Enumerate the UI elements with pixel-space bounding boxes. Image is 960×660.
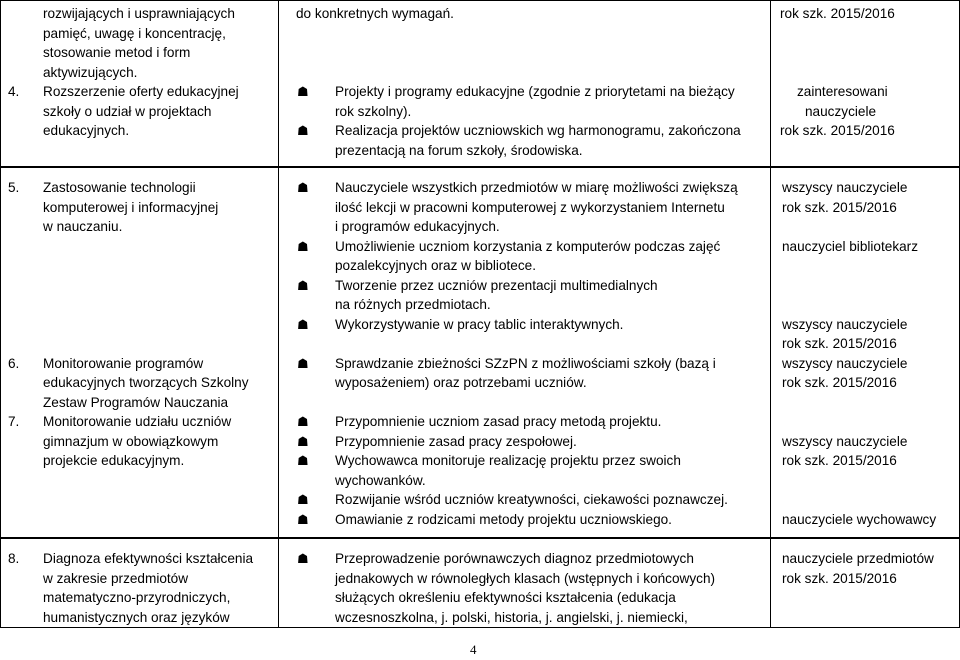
action-line: ilość lekcji w pracowni komputerowej z wykorzystaniem Internetu [335,199,725,215]
action-line: Omawianie z rodzicami metody projektu uczniowskiego. [335,511,672,527]
row-number: 7. [8,414,20,429]
row-number: 8. [8,551,20,566]
row-number: 4. [8,84,20,99]
row-border-top [0,0,960,1]
action-line: służących określeniu efektywności kształcenia (edukacja [335,590,676,605]
action-line: Realizacja projektów uczniowskich wg harmonogramu, zakończona [335,123,741,138]
responsible-line: nauczyciele [805,103,877,119]
responsible-line: rok szk. 2015/2016 [780,6,895,21]
action-line: jednakowych w równoległych klasach (wstępnych i końcowych) [335,570,716,586]
task-line: komputerowej i informacyjnej [43,199,219,215]
bullet-icon: ☗ [297,238,309,254]
responsible-line: rok szk. 2015/2016 [780,123,895,138]
task-line: edukacyjnych. [43,123,130,138]
responsible-line: nauczyciel bibliotekarz [782,238,919,254]
action-line: Tworzenie przez uczniów prezentacji multimedialnych [335,277,658,293]
action-line: Projekty i programy edukacyjne (zgodnie z priorytetami na bieżący [335,84,735,99]
bullet-icon: ☗ [297,511,309,527]
responsible-line: rok szk. 2015/2016 [782,375,897,390]
row-number: 6. [8,355,20,371]
task-line: Zestaw Programów Nauczania [43,394,229,410]
task-line: pamięć, uwagę i koncentrację, [43,25,226,41]
action-line: i programów edukacyjnych. [335,219,500,234]
responsible-line: rok szk. 2015/2016 [782,570,897,586]
responsible-line: wszyscy nauczyciele [782,433,908,449]
task-line: projekcie edukacyjnym. [43,453,185,468]
task-line: gimnazjum w obowiązkowym [43,433,219,449]
action-line: prezentacją na forum szkoły, środowiska. [335,142,583,158]
responsible-line: rok szk. 2015/2016 [782,199,897,215]
bullet-icon: ☗ [297,123,309,138]
action-line: do konkretnych wymagań. [296,6,454,21]
action-line: Przypomnienie zasad pracy zespołowej. [335,433,577,449]
bullet-icon: ☗ [297,453,309,468]
responsible-line: wszyscy nauczyciele [782,316,908,332]
action-line: Wychowawca monitoruje realizację projektu przez swoich [335,453,681,468]
task-line: w nauczaniu. [43,219,123,234]
task-line: Monitorowanie udziału uczniów [43,414,232,429]
action-line: rok szkolny). [335,103,412,119]
task-line: w zakresie przedmiotów [43,570,189,586]
bullet-icon: ☗ [297,433,309,449]
task-line: Monitorowanie programów [43,355,204,371]
page-number: 4 [470,642,477,657]
task-line: Rozszerzenie oferty edukacyjnej [43,84,239,99]
responsible-line: wszyscy nauczyciele [782,180,908,195]
row-number: 5. [8,180,20,195]
action-line: Umożliwienie uczniom korzystania z komputerów podczas zajęć [335,238,721,254]
task-line: edukacyjnych tworzących Szkolny [43,375,249,390]
responsible-line: rok szk. 2015/2016 [782,453,897,468]
task-line: humanistycznych oraz języków [43,609,230,625]
bullet-icon: ☗ [297,180,309,195]
row-border-bottom [0,627,960,628]
col-border-left [0,0,1,628]
action-line: Sprawdzanie zbieżności SZzPN z możliwościami szkoły (bazą i [335,355,716,371]
task-line: Zastosowanie technologii [43,180,196,195]
task-line: aktywizujących. [43,64,138,80]
action-line: Przypomnienie uczniom zasad pracy metodą projektu. [335,414,662,429]
responsible-line: nauczyciele przedmiotów [782,551,934,566]
responsible-line: nauczyciele wychowawcy [782,511,937,527]
bullet-icon: ☗ [297,492,309,507]
action-line: na różnych przedmiotach. [335,297,491,312]
col-border [278,0,279,628]
responsible-line: rok szk. 2015/2016 [782,336,897,351]
bullet-icon: ☗ [297,316,309,332]
bullet-icon: ☗ [297,84,309,99]
bullet-icon: ☗ [297,355,309,371]
task-line: szkoły o udział w projektach [43,103,212,119]
task-line: rozwijających i usprawniających [43,6,235,21]
action-line: Rozwijanie wśród uczniów kreatywności, ciekawości poznawczej. [335,492,728,507]
bullet-icon: ☗ [297,414,309,429]
action-line: wychowanków. [335,472,426,488]
row-border [0,538,960,539]
action-line: Nauczyciele wszystkich przedmiotów w miarę możliwości zwiększą [335,180,738,195]
task-line: stosowanie metod i form [43,45,191,60]
task-line: Diagnoza efektywności kształcenia [43,551,254,566]
col-border [770,0,771,628]
task-line: matematyczno-przyrodniczych, [43,590,231,605]
bullet-icon: ☗ [297,277,309,293]
action-line: wczesnoszkolna, j. polski, historia, j. angielski, j. niemiecki, [335,609,688,625]
action-line: Przeprowadzenie porównawczych diagnoz przedmiotowych [335,551,694,566]
responsible-line: wszyscy nauczyciele [782,355,908,371]
action-line: pozalekcyjnych oraz w bibliotece. [335,258,536,273]
responsible-line: zainteresowani [797,84,888,99]
action-line: Wykorzystywanie w pracy tablic interaktywnych. [335,316,624,332]
bullet-icon: ☗ [297,551,309,566]
action-line: wyposażeniem) oraz potrzebami uczniów. [335,375,587,390]
row-border [0,167,960,168]
